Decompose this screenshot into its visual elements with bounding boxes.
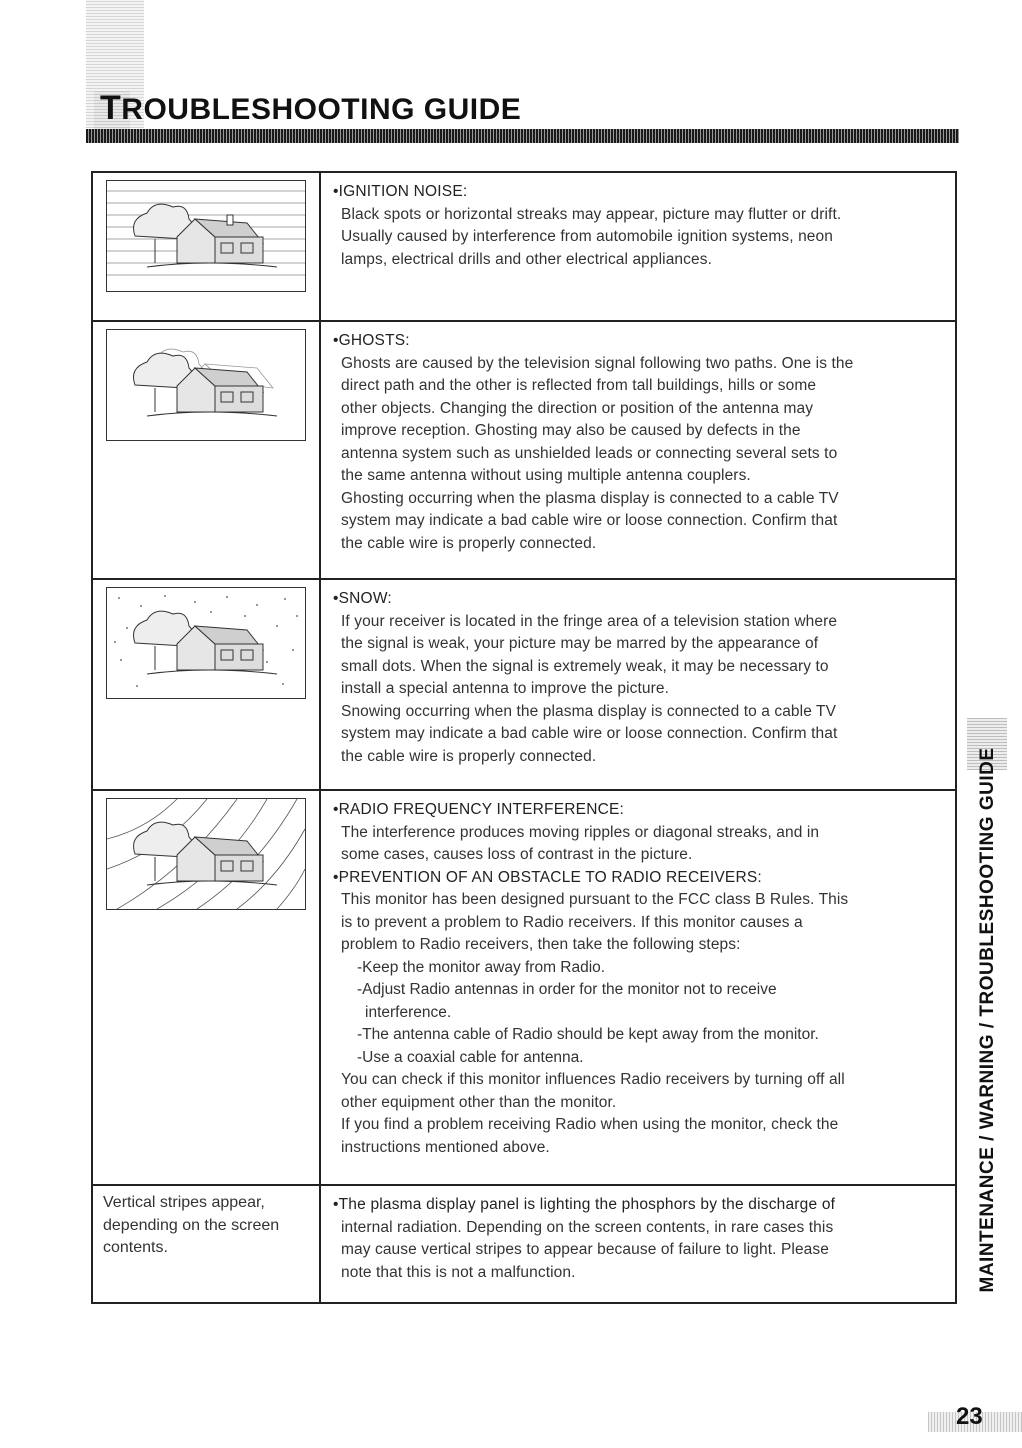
body-line: the cable wire is properly connected. xyxy=(341,534,597,552)
illustration-cell xyxy=(92,579,320,790)
ignition-noise-illustration xyxy=(106,180,306,292)
description-cell xyxy=(320,172,956,321)
body-line: the same antenna without using multiple antenna couplers. xyxy=(341,467,751,484)
table-row xyxy=(92,172,956,321)
illustration-cell xyxy=(92,790,320,1185)
table-row xyxy=(92,1185,956,1303)
side-tab-label: MAINTENANCE / WARNING / TROUBLESHOOTING GUIDE xyxy=(977,747,998,1293)
row-heading: •The plasma display panel is lighting the phosphors by the discharge of xyxy=(333,1196,836,1213)
row-heading: •RADIO FREQUENCY INTERFERENCE: xyxy=(333,801,625,818)
snow-illustration xyxy=(106,587,306,699)
step-item: -The antenna cable of Radio should be kept away from the monitor. xyxy=(357,1026,819,1043)
body-line: system may indicate a bad cable wire or loose connection. Confirm that xyxy=(341,512,838,529)
step-item: -Adjust Radio antennas in order for the monitor not to receive xyxy=(357,981,777,998)
body-line: system may indicate a bad cable wire or loose connection. Confirm that xyxy=(341,725,838,742)
body-line: Black spots or horizontal streaks may appear, picture may flutter or drift. xyxy=(341,205,842,223)
body-line: The interference produces moving ripples or diagonal streaks, and in xyxy=(341,823,820,841)
symptom-line: contents. xyxy=(103,1239,168,1256)
body-line: You can check if this monitor influences Radio receivers by turning off all xyxy=(341,1071,845,1088)
body-line: is to prevent a problem to Radio receivers. If this monitor causes a xyxy=(341,913,803,931)
body-line: the signal is weak, your picture may be marred by the appearance of xyxy=(341,635,819,652)
page-header xyxy=(86,83,959,143)
body-line: Ghosts are caused by the television signal following two paths. One is the xyxy=(341,354,854,372)
row-heading: •IGNITION NOISE: xyxy=(333,183,468,200)
description-cell xyxy=(320,1185,956,1303)
body-line: If your receiver is located in the fringe area of a television station where xyxy=(341,612,838,630)
body-line: problem to Radio receivers, then take the following steps: xyxy=(341,936,741,953)
description-cell xyxy=(320,321,956,579)
table-row xyxy=(92,790,956,1185)
body-line: antenna system such as unshielded leads or connecting several sets to xyxy=(341,444,838,462)
body-line: improve reception. Ghosting may also be caused by defects in the xyxy=(341,422,801,439)
body-line: may cause vertical stripes to appear because of failure to light. Please xyxy=(341,1241,829,1258)
body-line: Ghosting occurring when the plasma display is connected to a cable TV xyxy=(341,489,839,507)
title-rule xyxy=(86,129,959,143)
description-cell xyxy=(320,579,956,790)
body-line: This monitor has been designed pursuant to the FCC class B Rules. This xyxy=(341,891,849,908)
body-line: Snowing occurring when the plasma display is connected to a cable TV xyxy=(341,702,837,720)
body-line: internal radiation. Depending on the screen contents, in rare cases this xyxy=(341,1218,834,1236)
step-item: interference. xyxy=(365,1003,452,1021)
page-title: TROUBLESHOOTING GUIDE xyxy=(100,89,522,127)
troubleshooting-table xyxy=(91,171,957,1304)
row-subheading: •PREVENTION OF AN OBSTACLE TO RADIO RECEIVERS: xyxy=(333,868,762,886)
illustration-cell xyxy=(92,172,320,321)
step-item: -Keep the monitor away from Radio. xyxy=(357,958,606,976)
body-line: note that this is not a malfunction. xyxy=(341,1263,576,1281)
body-line: lamps, electrical drills and other electrical appliances. xyxy=(341,250,712,268)
body-line: instructions mentioned above. xyxy=(341,1138,550,1156)
symptom-line: depending on the screen xyxy=(103,1216,280,1234)
illustration-cell xyxy=(92,321,320,579)
row-heading: •SNOW: xyxy=(333,590,392,607)
symptom-cell xyxy=(92,1185,320,1303)
radio-interference-illustration xyxy=(106,798,306,910)
body-line: some cases, causes loss of contrast in the picture. xyxy=(341,846,693,863)
ghosts-illustration xyxy=(106,329,306,441)
table-row xyxy=(92,321,956,579)
step-item: -Use a coaxial cable for antenna. xyxy=(357,1048,584,1066)
page-number: 23 xyxy=(956,1403,983,1430)
row-heading: •GHOSTS: xyxy=(333,332,410,349)
body-line: the cable wire is properly connected. xyxy=(341,747,597,765)
body-line: small dots. When the signal is extremely weak, it may be necessary to xyxy=(341,657,829,675)
body-line: install a special antenna to improve the picture. xyxy=(341,680,670,697)
symptom-line: Vertical stripes appear, xyxy=(103,1194,265,1211)
body-line: If you find a problem receiving Radio when using the monitor, check the xyxy=(341,1116,839,1133)
body-line: other objects. Changing the direction or position of the antenna may xyxy=(341,399,814,417)
body-line: other equipment other than the monitor. xyxy=(341,1093,617,1111)
body-line: Usually caused by interference from automobile ignition systems, neon xyxy=(341,228,833,245)
body-line: direct path and the other is reflected from tall buildings, hills or some xyxy=(341,377,817,394)
table-row xyxy=(92,579,956,790)
symptom-text xyxy=(93,1186,319,1266)
description-cell xyxy=(320,790,956,1185)
